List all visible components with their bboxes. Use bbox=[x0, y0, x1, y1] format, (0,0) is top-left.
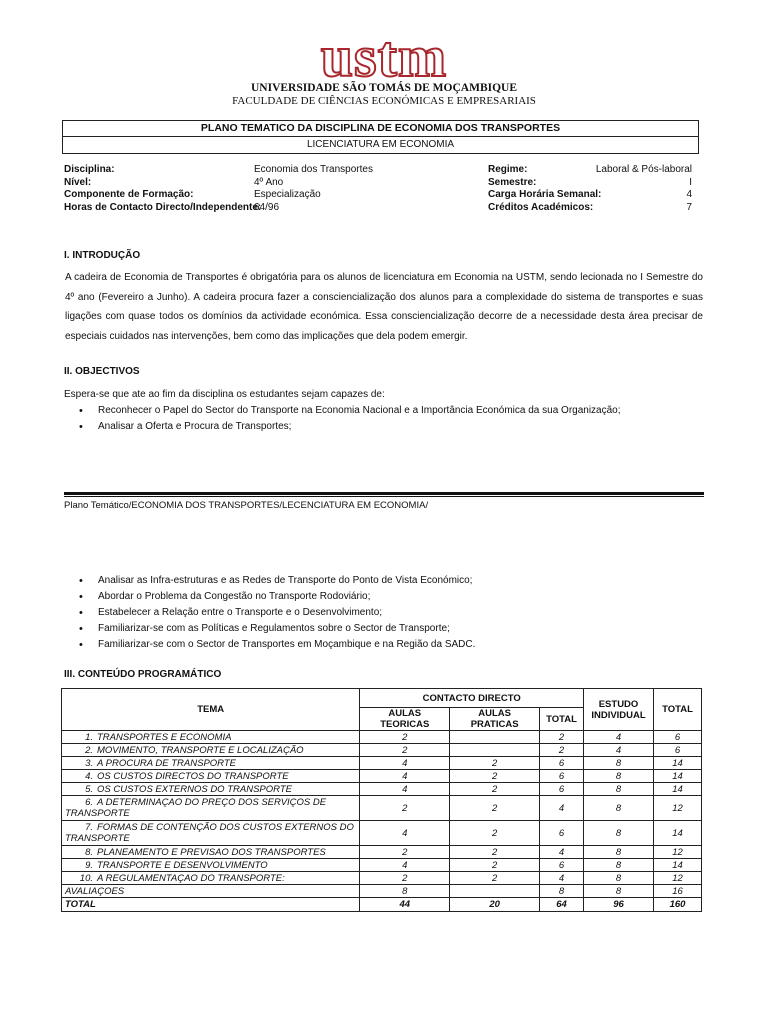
row-number: 6. bbox=[85, 797, 93, 808]
value-cell-pra: 2 bbox=[450, 859, 540, 872]
list-item: • Familiarizar-se com as Políticas e Regulamentos sobre o Sector de Transporte; bbox=[64, 621, 704, 637]
value-cell-est: 8 bbox=[584, 796, 654, 821]
value-cell-teo: 4 bbox=[360, 770, 450, 783]
value-cell-tot: 4 bbox=[540, 872, 584, 885]
info-value: 4º Ano bbox=[254, 176, 284, 188]
total-cell-pra: 20 bbox=[450, 898, 540, 912]
value-cell-est: 8 bbox=[584, 783, 654, 796]
value-cell-pra: 2 bbox=[450, 770, 540, 783]
value-cell-total: 6 bbox=[654, 744, 702, 757]
document-subtitle: LICENCIATURA EM ECONOMIA bbox=[306, 139, 455, 150]
header-praticas: AULAS PRATICAS bbox=[450, 708, 540, 731]
info-value: 4 bbox=[686, 189, 692, 200]
intro-paragraph: A cadeira de Economia de Transportes é obrigatória para os alunos de licenciatura em Economia na USTM, sendo lecionada no I Semestre do 4º ano (Fevereiro a Junho). A cadeira procura fazer a consciencialização dos alunos para a complexidade do sistema de transportes e suas ligações com quase todos os domínios da actividade económica. Essa consciencialização decorre de a necessidade desta área precisar de especiais cuidados nas intervenções, bem como das implicações que dela podem emergir. bbox=[65, 272, 703, 343]
tema-cell bbox=[62, 770, 360, 783]
row-number: 4. bbox=[85, 770, 93, 782]
tema-text: TRANSPORTES E ECONOMIA bbox=[97, 731, 232, 743]
tema-cell bbox=[62, 783, 360, 796]
total-cell-tot: 64 bbox=[540, 898, 584, 912]
tema-text: OS CUSTOS DIRECTOS DO TRANSPORTE bbox=[97, 770, 289, 782]
program-heading: III. CONTEÚDO PROGRAMÁTICO bbox=[64, 669, 222, 680]
row-number: 1. bbox=[85, 731, 93, 743]
program-rows bbox=[62, 731, 702, 912]
value-cell-pra bbox=[450, 744, 540, 757]
value-cell-total: 12 bbox=[654, 846, 702, 859]
info-value: 7 bbox=[686, 201, 692, 213]
university-name: UNIVERSIDADE SÃO TOMÁS DE MOÇAMBIQUE bbox=[250, 82, 518, 94]
value-cell-teo: 4 bbox=[360, 859, 450, 872]
total-cell-est: 96 bbox=[584, 898, 654, 912]
row-number: 5. bbox=[85, 783, 93, 795]
tema-cell bbox=[62, 885, 360, 898]
tema-cell bbox=[62, 731, 360, 744]
info-label: Nível: bbox=[64, 176, 92, 188]
list-item: • Familiarizar-se com o Sector de Transportes em Moçambique e na Região da SADC. bbox=[64, 637, 704, 653]
info-label: Regime: bbox=[488, 164, 528, 175]
value-cell-est: 4 bbox=[584, 731, 654, 744]
title-box bbox=[62, 120, 699, 154]
info-value: Economia dos Transportes bbox=[254, 164, 373, 175]
value-cell-tot: 2 bbox=[540, 744, 584, 757]
row-number: 2. bbox=[85, 744, 93, 756]
value-cell-est: 8 bbox=[584, 872, 654, 885]
value-cell-pra: 2 bbox=[450, 783, 540, 796]
value-cell-est: 4 bbox=[584, 744, 654, 757]
tema-cell bbox=[62, 796, 360, 821]
header-tema: TEMA bbox=[62, 689, 360, 731]
total-cell-teo: 44 bbox=[360, 898, 450, 912]
value-cell-total: 14 bbox=[654, 859, 702, 872]
info-left-values bbox=[254, 164, 454, 214]
header-teoricas: AULAS TEORICAS bbox=[360, 708, 450, 731]
value-cell-tot: 8 bbox=[540, 885, 584, 898]
value-cell-teo: 4 bbox=[360, 821, 450, 846]
table-row bbox=[62, 744, 702, 757]
value-cell-total: 14 bbox=[654, 757, 702, 770]
info-right-values bbox=[560, 164, 692, 214]
value-cell-total: 12 bbox=[654, 872, 702, 885]
program-table bbox=[61, 688, 702, 912]
ustm-logo: ustm bbox=[320, 24, 448, 89]
table-row bbox=[62, 872, 702, 885]
info-label: Créditos Académicos: bbox=[488, 201, 594, 213]
value-cell-total: 16 bbox=[654, 885, 702, 898]
total-label: TOTAL bbox=[62, 898, 360, 912]
intro-heading: I. INTRODUÇÃO bbox=[64, 250, 141, 261]
value-cell-est: 8 bbox=[584, 821, 654, 846]
total-row bbox=[62, 898, 702, 912]
value-cell-pra: 2 bbox=[450, 796, 540, 821]
page-footer: Plano Temático/ECONOMIA DOS TRANSPORTES/LECENCIATURA EM ECONOMIA/ bbox=[64, 500, 429, 511]
info-value: 64/96 bbox=[254, 201, 280, 213]
header-total: TOTAL bbox=[654, 689, 702, 731]
list-item: • Analisar a Oferta e Procura de Transportes; bbox=[64, 419, 704, 435]
value-cell-teo: 4 bbox=[360, 783, 450, 796]
table-row bbox=[62, 821, 702, 846]
value-cell-teo: 2 bbox=[360, 846, 450, 859]
tema-text: A PROCURA DE TRANSPORTE bbox=[97, 757, 237, 769]
value-cell-est: 8 bbox=[584, 846, 654, 859]
tema-text: MOVIMENTO, TRANSPORTE E LOCALIZAÇÃO bbox=[97, 744, 304, 756]
value-cell-est: 8 bbox=[584, 770, 654, 783]
tema-cell bbox=[62, 872, 360, 885]
header-contacto: CONTACTO DIRECTO bbox=[360, 689, 584, 708]
objectives-list-1 bbox=[64, 403, 704, 435]
info-left-labels bbox=[64, 164, 264, 214]
info-label: Semestre: bbox=[488, 176, 537, 188]
tema-cell bbox=[62, 821, 360, 846]
value-cell-total: 6 bbox=[654, 731, 702, 744]
table-row bbox=[62, 757, 702, 770]
value-cell-tot: 6 bbox=[540, 783, 584, 796]
row-number: 7. bbox=[85, 822, 93, 833]
value-cell-tot: 4 bbox=[540, 846, 584, 859]
objectives-heading: II. OBJECTIVOS bbox=[64, 366, 140, 377]
value-cell-tot: 4 bbox=[540, 796, 584, 821]
info-label: Horas de Contacto Directo/Independente: bbox=[64, 201, 262, 213]
tema-cell bbox=[62, 859, 360, 872]
value-cell-tot: 2 bbox=[540, 731, 584, 744]
list-item: • Analisar as Infra-estruturas e as Redes de Transporte do Ponto de Vista Económico; bbox=[64, 573, 704, 589]
value-cell-pra: 2 bbox=[450, 821, 540, 846]
value-cell-teo: 4 bbox=[360, 757, 450, 770]
value-cell-est: 8 bbox=[584, 859, 654, 872]
value-cell-teo: 2 bbox=[360, 731, 450, 744]
table-row bbox=[62, 885, 702, 898]
value-cell-pra: 2 bbox=[450, 757, 540, 770]
tema-text: AVALIAÇOES bbox=[65, 885, 125, 897]
total-cell-total: 160 bbox=[654, 898, 702, 912]
info-value: I bbox=[689, 176, 692, 188]
page-divider bbox=[64, 492, 704, 495]
info-value: Especialização bbox=[254, 189, 321, 200]
value-cell-pra bbox=[450, 731, 540, 744]
value-cell-total: 12 bbox=[654, 796, 702, 821]
document-title: PLANO TEMATICO DA DISCIPLINA DE ECONOMIA DOS TRANSPORTES bbox=[63, 121, 698, 137]
header-total-cd: TOTAL bbox=[540, 708, 584, 731]
row-number: 9. bbox=[85, 859, 93, 871]
value-cell-total: 14 bbox=[654, 770, 702, 783]
tema-text: PLANEAMENTO E PREVISAO DOS TRANSPORTES bbox=[97, 846, 326, 858]
table-row bbox=[62, 846, 702, 859]
table-row bbox=[62, 859, 702, 872]
tema-text: FORMAS DE CONTENÇÃO DOS CUSTOS EXTERNOS DO TRANSPORTE bbox=[65, 822, 354, 844]
value-cell-tot: 6 bbox=[540, 821, 584, 846]
table-row bbox=[62, 770, 702, 783]
tema-cell bbox=[62, 846, 360, 859]
value-cell-tot: 6 bbox=[540, 770, 584, 783]
header-estudo: ESTUDO INDIVIDUAL bbox=[584, 689, 654, 731]
value-cell-teo: 2 bbox=[360, 872, 450, 885]
tema-text: A REGULAMENTAÇAO DO TRANSPORTE: bbox=[97, 872, 285, 884]
value-cell-tot: 6 bbox=[540, 859, 584, 872]
value-cell-teo: 8 bbox=[360, 885, 450, 898]
value-cell-est: 8 bbox=[584, 885, 654, 898]
value-cell-pra bbox=[450, 885, 540, 898]
tema-text: OS CUSTOS EXTERNOS DO TRANSPORTE bbox=[97, 783, 292, 795]
value-cell-teo: 2 bbox=[360, 744, 450, 757]
row-number: 8. bbox=[85, 846, 93, 858]
tema-cell bbox=[62, 757, 360, 770]
objectives-list-2 bbox=[64, 573, 704, 653]
value-cell-est: 8 bbox=[584, 757, 654, 770]
page-divider-thin bbox=[64, 496, 704, 497]
list-item: • Abordar o Problema da Congestão no Transporte Rodoviário; bbox=[64, 589, 704, 605]
row-number: 10. bbox=[79, 872, 93, 884]
info-value: Laboral & Pós-laboral bbox=[595, 164, 692, 175]
value-cell-pra: 2 bbox=[450, 872, 540, 885]
value-cell-tot: 6 bbox=[540, 757, 584, 770]
table-row bbox=[62, 796, 702, 821]
info-label: Componente de Formação: bbox=[64, 189, 194, 200]
row-number: 3. bbox=[85, 757, 93, 769]
list-item: • Reconhecer o Papel do Sector do Transporte na Economia Nacional e a Importância Económica da sua Organização; bbox=[64, 403, 704, 419]
info-label: Disciplina: bbox=[64, 164, 115, 175]
value-cell-teo: 2 bbox=[360, 796, 450, 821]
info-label: Carga Horária Semanal: bbox=[488, 189, 602, 200]
tema-text: A DETERMINAÇAO DO PREÇO DOS SERVIÇOS DE TRANSPORTE bbox=[65, 797, 327, 819]
value-cell-pra: 2 bbox=[450, 846, 540, 859]
tema-cell bbox=[62, 744, 360, 757]
value-cell-total: 14 bbox=[654, 783, 702, 796]
table-row bbox=[62, 731, 702, 744]
faculty-name: FACULDADE DE CIÊNCIAS ECONÓMICAS E EMPRESARIAIS bbox=[232, 95, 536, 107]
tema-text: TRANSPORTE E DESENVOLVIMENTO bbox=[97, 859, 268, 871]
table-row bbox=[62, 783, 702, 796]
objectives-lead: Espera-se que ate ao fim da disciplina os estudantes sejam capazes de: bbox=[64, 389, 385, 400]
value-cell-total: 14 bbox=[654, 821, 702, 846]
list-item: • Estabelecer a Relação entre o Transporte e o Desenvolvimento; bbox=[64, 605, 704, 621]
